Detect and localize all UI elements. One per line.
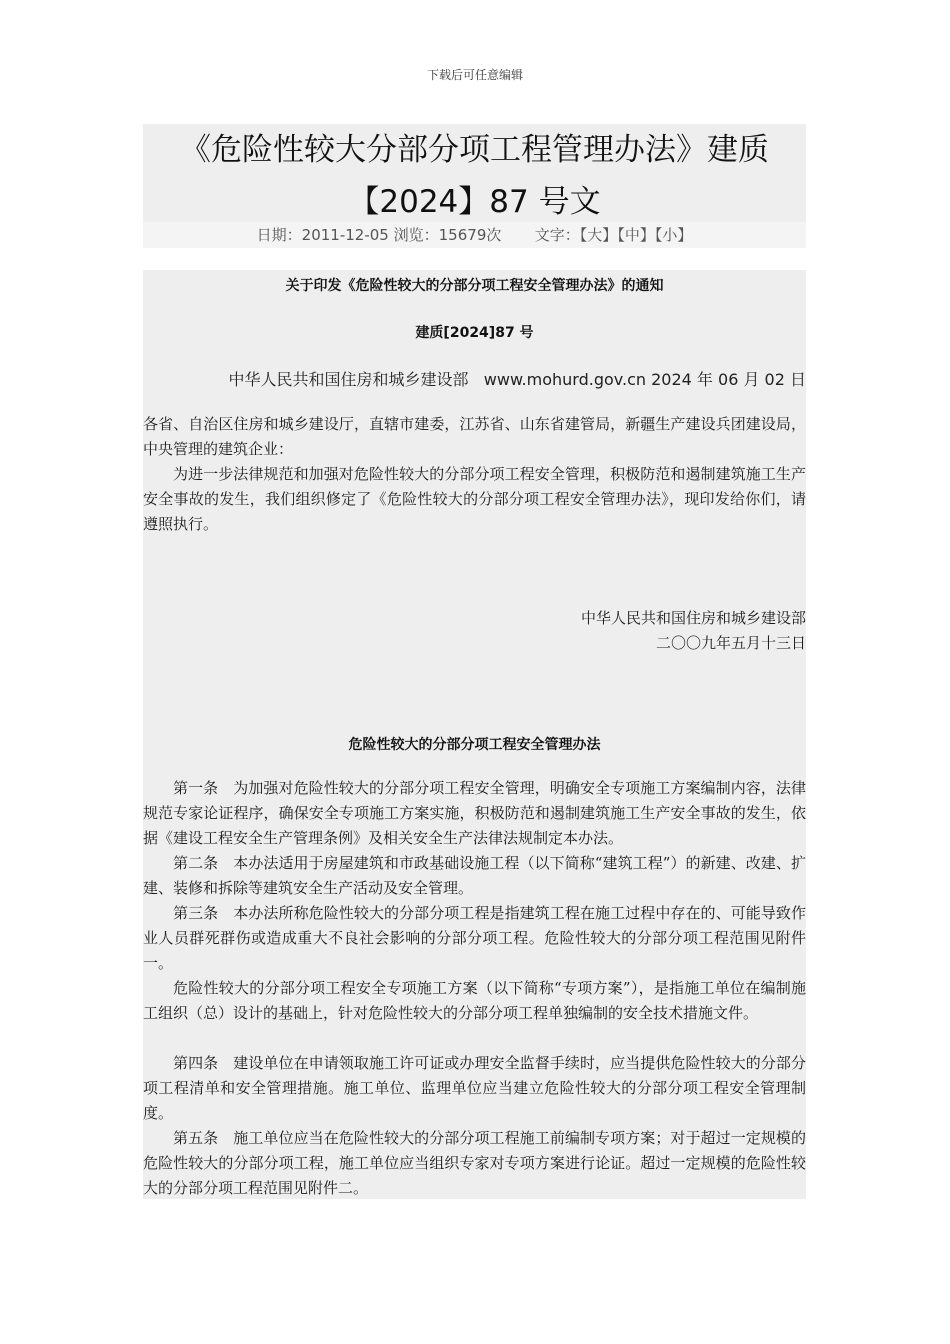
header-note: 下载后可任意编辑	[426, 68, 523, 82]
article-2: 第二条 本办法适用于房屋建筑和市政基础设施工程（以下简称“建筑工程”）的新建、改建、扩建、装修和拆除等建筑安全生产活动及安全管理。	[143, 854, 806, 897]
article-3-paragraph-2: 危险性较大的分部分项工程安全专项施工方案（以下简称“专项方案”），是指施工单位在编制施工组织（总）设计的基础上，针对危险性较大的分部分项工程单独编制的安全技术措施文件。	[143, 979, 806, 1022]
article-meta	[143, 222, 806, 248]
publish-date-cn: 2024 年 06 月 02 日	[651, 370, 806, 389]
signature-org: 中华人民共和国住房和城乡建设部	[580, 609, 806, 627]
views-unit: 次	[486, 226, 502, 244]
measures-title: 危险性较大的分部分项工程安全管理办法	[348, 737, 601, 753]
article-5: 第五条 施工单位应当在危险性较大的分部分项工程施工前编制专项方案；对于超过一定规模的危险性较大的分部分项工程，施工单位应当组织专家对专项方案进行论证。超过一定规模的危险性较大的分部分项工程范围见附件二。	[143, 1129, 806, 1197]
article-4: 第四条 建设单位在申请领取施工许可证或办理安全监督手续时，应当提供危险性较大的分部分项工程清单和安全管理措施。施工单位、监理单位应当建立危险性较大的分部分项工程安全管理制度。	[143, 1054, 806, 1122]
text-size-label: 文字：	[534, 226, 580, 244]
publisher-website: www.mohurd.gov.cn	[483, 370, 647, 389]
publisher-name: 中华人民共和国住房和城乡建设部	[228, 370, 469, 389]
title-box	[143, 124, 806, 222]
font-size-small-link[interactable]: 【小】	[654, 226, 693, 244]
article-content	[143, 270, 806, 1199]
publish-date: 2011-12-05	[301, 226, 389, 244]
font-size-medium-link[interactable]: 【中】	[617, 226, 655, 244]
notice-body: 为进一步法律规范和加强对危险性较大的分部分项工程安全管理，积极防范和遏制建筑施工生产安全事故的发生，我们组织修定了《危险性较大的分部分项工程安全管理办法》，现印发给你们，请遵照执行。	[143, 465, 806, 533]
publisher-line	[228, 367, 806, 390]
signature-date: 二〇〇九年五月十三日	[655, 634, 806, 652]
page-title-line-2: 【2024】87 号文	[348, 184, 601, 220]
notice-title: 关于印发《危险性较大的分部分项工程安全管理办法》的通知	[285, 278, 664, 294]
views-label: 浏览：	[393, 226, 439, 244]
views-count: 15679	[438, 226, 487, 244]
notice-addressees: 各省、自治区住房和城乡建设厅，直辖市建委，江苏省、山东省建管局，新疆生产建设兵团建设局，中央管理的建筑企业：	[143, 415, 806, 458]
article-3: 第三条 本办法所称危险性较大的分部分项工程是指建筑工程在施工过程中存在的、可能导致作业人员群死群伤或造成重大不良社会影响的分部分项工程。危险性较大的分部分项工程范围见附件一。	[143, 904, 806, 972]
article-1: 第一条 为加强对危险性较大的分部分项工程安全管理，明确安全专项施工方案编制内容，法律规范专家论证程序，确保安全专项施工方案实施，积极防范和遏制建筑施工生产安全事故的发生，依据《建设工程安全生产管理条例》及相关安全生产法律法规制定本办法。	[143, 779, 806, 847]
document-number: 建质[2024]87 号	[415, 325, 534, 341]
page-title-line-1: 《危险性较大分部分项工程管理办法》建质	[180, 132, 769, 168]
font-size-large-link[interactable]: 【大】	[579, 226, 618, 244]
date-label: 日期：	[256, 226, 302, 244]
